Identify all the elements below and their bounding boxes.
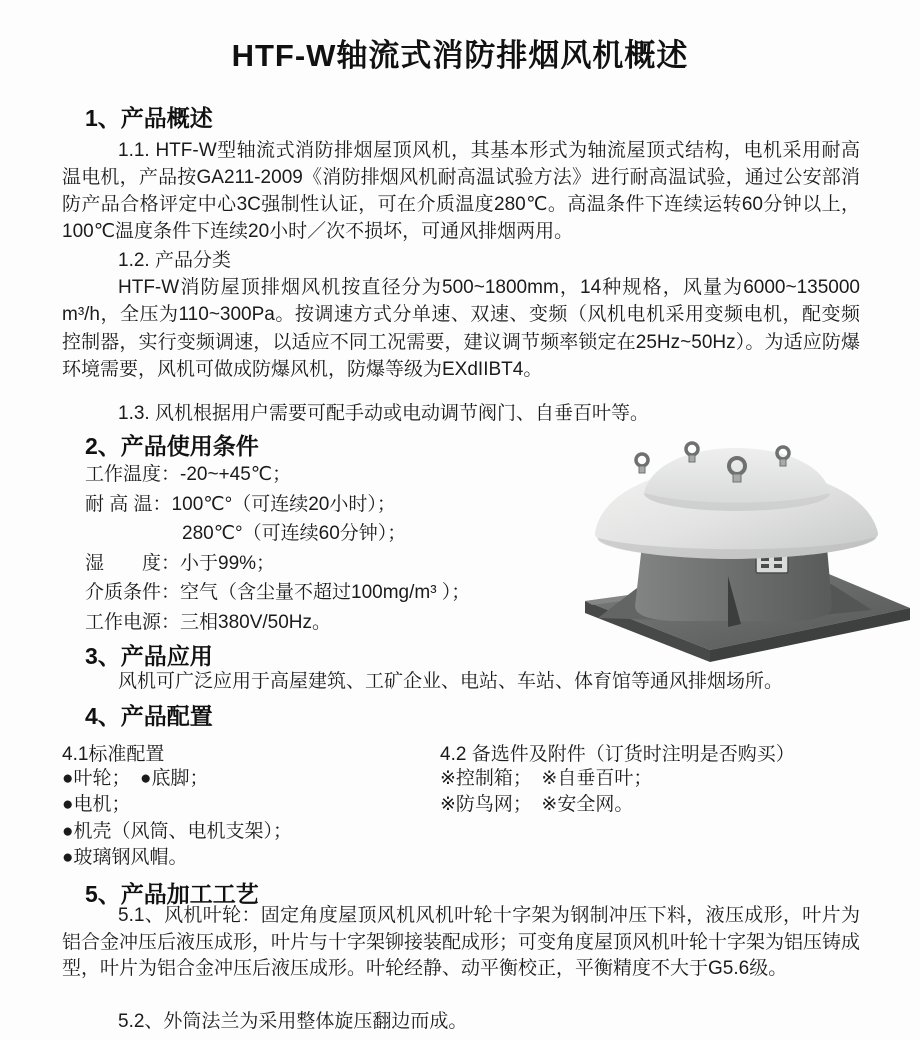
optional-config-heading: 4.2 备选件及附件（订货时注明是否购买） [440,744,795,765]
condition-medium: 介质条件：空气（含尘量不超过100mg/m³ ）； [85,582,471,603]
condition-high-temp-resistance-2: 280℃°（可连续60分钟）； [182,523,407,544]
section-5-heading: 5、产品加工工艺 [85,881,259,907]
section-3-heading: 3、产品应用 [85,643,213,669]
condition-high-temp-resistance: 耐 高 温：100℃°（可连续20小时）； [85,493,396,515]
usage-conditions-list [85,460,470,637]
list-item: ※防鸟网； ※安全网。 [440,794,634,816]
roof-fan-product-photo [540,438,920,663]
list-item: ●叶轮； ●底脚； [62,768,209,789]
paragraph-1-1: 1.1. HTF-W型轴流式消防排烟屋顶风机，其基本形式为轴流屋顶式结构，电机采用耐高温电机，产品按GA211-2009《消防排烟风机耐高温试验方法》进行耐高温试验，通过公安部消防产品合格评定中心3C强制性认证，可在介质温度280℃。高温条件下连续运转60分钟以上，100℃温度条件下连续20小时／次不损坏，可通风排烟两用。 [62,140,860,242]
standard-config-heading: 4.1标准配置 [62,744,165,765]
paragraph-5-2: 5.2、外筒法兰为采用整体旋压翻边而成。 [118,1011,468,1032]
section-2-heading: 2、产品使用条件 [85,433,259,459]
fan-dome-cap [595,443,878,559]
list-item: ●玻璃钢风帽。 [62,846,188,868]
condition-power-supply: 工作电源：三相380V/50Hz。 [85,611,332,633]
list-item: ●机壳（风筒、电机支架）； [62,820,292,842]
standard-config-list [62,766,292,871]
paragraph-3-1: 风机可广泛应用于高屋建筑、工矿企业、电站、车站、体育馆等通风排烟场所。 [118,671,784,692]
paragraph-1-3: 1.3. 风机根据用户需要可配手动或电动调节阀门、自垂百叶等。 [118,403,649,424]
page-title: HTF-W轴流式消防排烟风机概述 [231,38,689,73]
optional-config-list [440,766,652,819]
paragraph-5-1: 5.1、风机叶轮：固定角度屋顶风机风机叶轮十字架为钢制冲压下料，液压成形，叶片为铝合金冲压后液压成形，叶片与十字架铆接装配成形；可变角度屋顶风机叶轮十字架为铝压铸成型，叶片为铝合金冲压后液压成形。叶轮经静、动平衡校正，平衡精度不大于G5.6级。 [62,905,861,980]
condition-working-temperature: 工作温度：-20~+45℃； [85,464,292,485]
paragraph-1-2: HTF-W消防屋顶排烟风机按直径分为500~1800mm，14种规格，风量为6000~135000 m³/h，全压为110~300Pa。按调速方式分单速、双速、变频（风机电机采用变频电机，配变频控制器，实行变频调速，以适应不同工况需要，建议调节频率锁定在25Hz~50Hz）。为适应防爆环境需要，风机可做成防爆风机，防爆等级为EXdIIBT4。 [62,277,860,380]
section-1-heading: 1、产品概述 [85,105,213,131]
section-4-heading: 4、产品配置 [85,703,213,729]
list-item: ※控制箱； ※自垂百叶； [440,768,653,789]
list-item: ●电机； [62,794,131,816]
condition-humidity: 湿 度：小于99%； [85,552,276,574]
paragraph-1-2-heading: 1.2. 产品分类 [118,250,231,271]
